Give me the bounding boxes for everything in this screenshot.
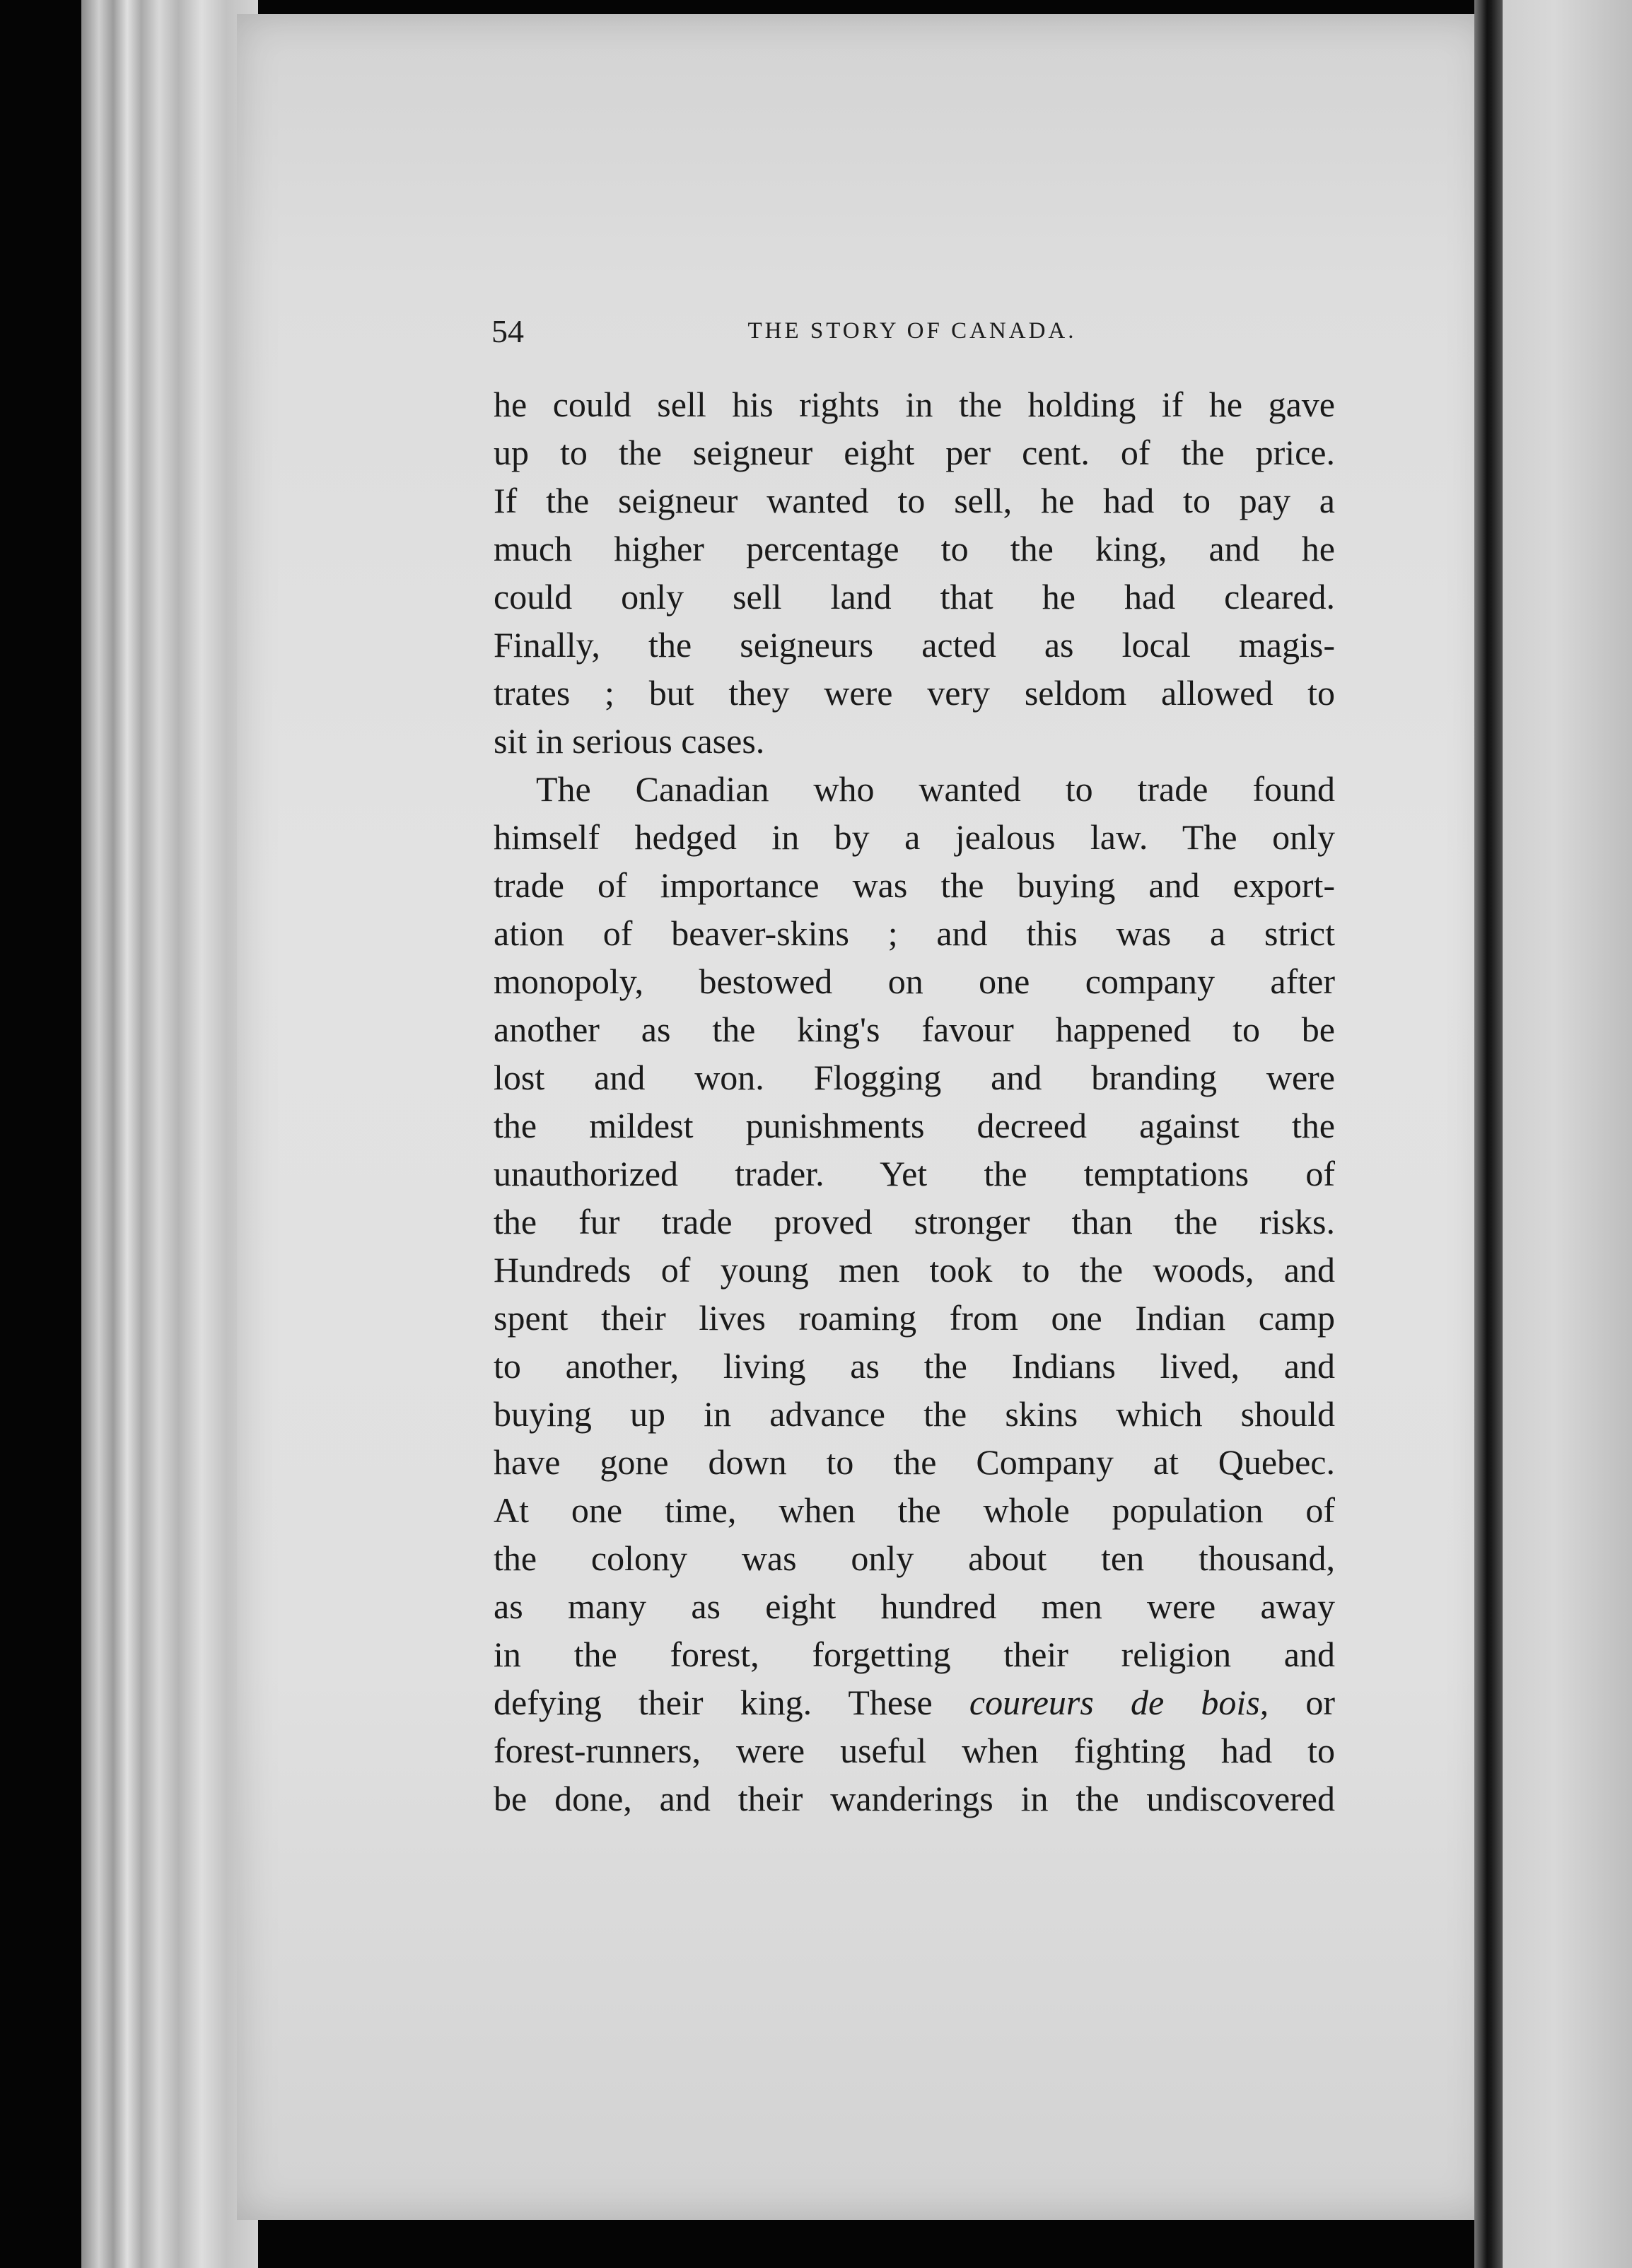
running-head: THE STORY OF CANADA. (747, 318, 1077, 344)
text-line: Finally, the seigneurs acted as local magis- (494, 625, 1335, 665)
text-line: sit in serious cases. (494, 721, 765, 761)
text-line: as many as eight hundred men were away (494, 1586, 1335, 1626)
text-line: the mildest punishments decreed against the (494, 1106, 1335, 1145)
text-line: Hundreds of young men took to the woods, and (494, 1250, 1335, 1290)
text-line: to another, living as the Indians lived, and (494, 1346, 1335, 1386)
text-line: buying up in advance the skins which should (494, 1394, 1335, 1434)
text-line: he could sell his rights in the holding if he gave (494, 385, 1335, 424)
text-line: The Canadian who wanted to trade found (536, 769, 1335, 809)
text-line: the colony was only about ten thousand, (494, 1538, 1335, 1578)
text-line: forest-runners, were useful when fighting had to (494, 1731, 1335, 1770)
body-text (494, 380, 1335, 1823)
text-line: monopoly, bestowed on one company after (494, 961, 1335, 1001)
text-line: much higher percentage to the king, and he (494, 529, 1335, 568)
text-line: spent their lives roaming from one Indian camp (494, 1298, 1335, 1338)
text-line: in the forest, forgetting their religion and (494, 1635, 1335, 1674)
text-segment: or (1269, 1683, 1335, 1722)
text-line: At one time, when the whole population of (494, 1490, 1335, 1530)
text-line: up to the seigneur eight per cent. of the price. (494, 433, 1335, 472)
text-line: another as the king's favour happened to be (494, 1010, 1335, 1049)
text-line: be done, and their wanderings in the undiscovered (494, 1779, 1335, 1818)
text-line: If the seigneur wanted to sell, he had to pay a (494, 481, 1335, 520)
text-line: himself hedged in by a jealous law. The only (494, 817, 1335, 857)
text-line: trade of importance was the buying and export- (494, 865, 1335, 905)
facing-page-edge (1503, 0, 1632, 2268)
page-edges (81, 0, 258, 2268)
italic-phrase: coureurs de bois, (969, 1683, 1269, 1722)
text-line: could only sell land that he had cleared. (494, 577, 1335, 616)
page-header (491, 310, 1333, 359)
text-line: ation of beaver-skins ; and this was a strict (494, 913, 1335, 953)
text-line: have gone down to the Company at Quebec. (494, 1442, 1335, 1482)
page-number: 54 (491, 313, 524, 349)
text-line: trates ; but they were very seldom allowed to (494, 673, 1335, 713)
text-line: unauthorized trader. Yet the temptations of (494, 1154, 1335, 1193)
text-line (494, 1678, 1335, 1726)
text-line: lost and won. Flogging and branding were (494, 1058, 1335, 1097)
text-line: the fur trade proved stronger than the risks. (494, 1202, 1335, 1241)
text-segment: defying their king. These (494, 1683, 969, 1722)
book-spine (1474, 0, 1503, 2268)
